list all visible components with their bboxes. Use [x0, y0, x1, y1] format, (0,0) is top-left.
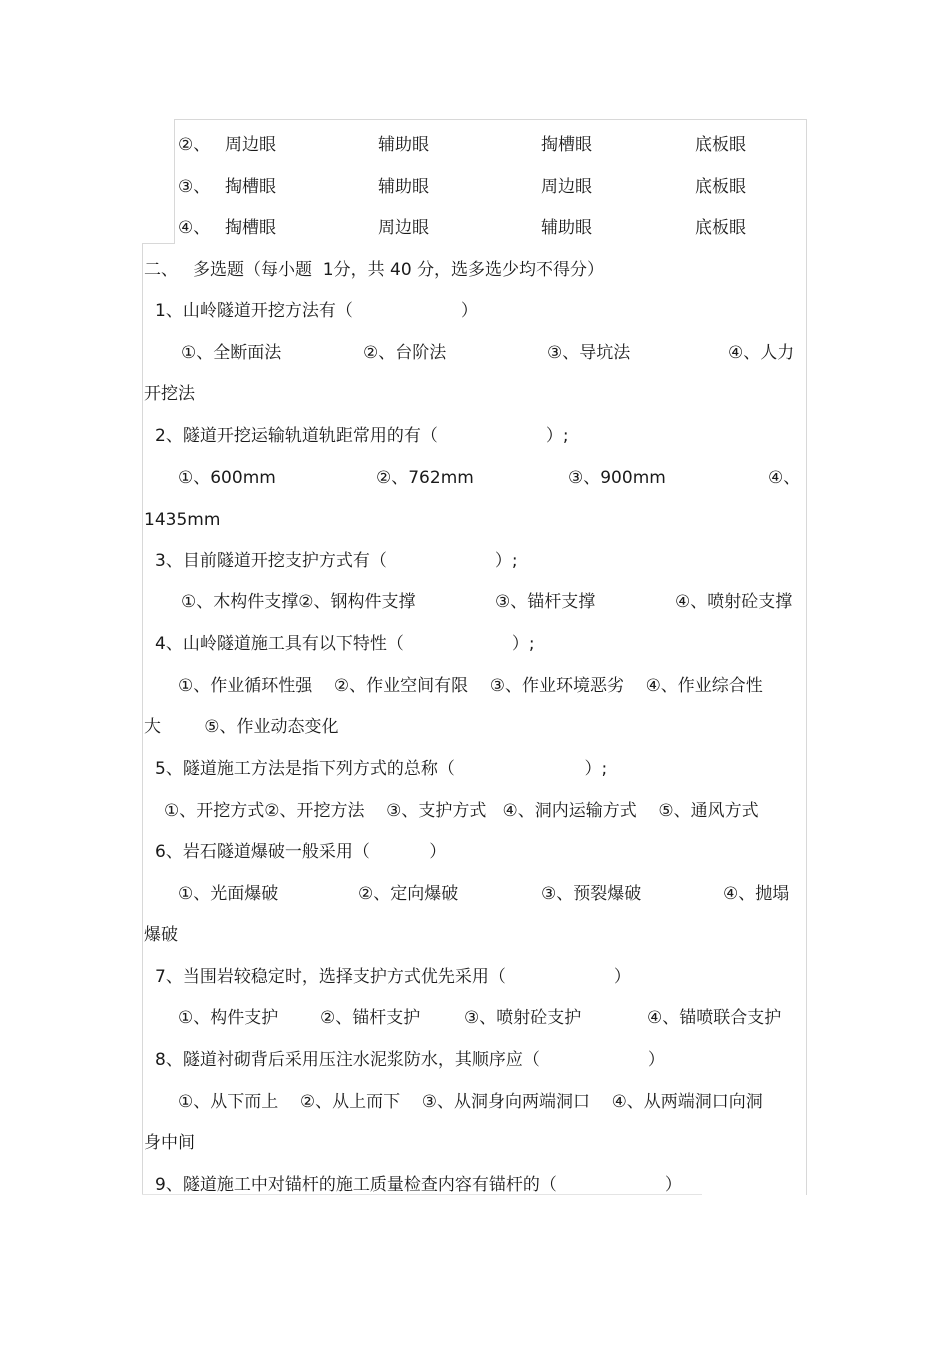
option: ③、预裂爆破: [541, 884, 642, 904]
table-cell: 底板眼: [695, 135, 746, 155]
question-stem: 1、山岭隧道开挖方法有（ ）: [155, 301, 478, 321]
table-cell: 辅助眼: [378, 177, 429, 197]
question-stem: 6、岩石隧道爆破一般采用（ ）: [155, 842, 447, 862]
option: ①、600mm: [178, 468, 276, 488]
question-stem: 4、山岭隧道施工具有以下特性（ ）;: [155, 634, 535, 654]
option: ②、台阶法: [363, 343, 447, 363]
option-continued: 开挖法: [144, 384, 195, 404]
option: ②、锚杆支护: [320, 1008, 421, 1028]
table-border-step: [142, 243, 175, 244]
option: ④、喷射砼支撑: [675, 592, 793, 612]
option: ①、构件支护: [178, 1008, 279, 1028]
option: ①、光面爆破: [178, 884, 279, 904]
option-continued: 1435mm: [144, 510, 221, 530]
section-title: 多选题（每小题 1分，共 40 分，选多选少均不得分）: [193, 260, 605, 280]
table-border-right: [806, 119, 807, 1195]
question-stem: 3、目前隧道开挖支护方式有（ ）;: [155, 551, 518, 571]
option: ③、喷射砼支护: [464, 1008, 582, 1028]
option: ③、900mm: [568, 468, 666, 488]
option: ③、锚杆支撑: [495, 592, 596, 612]
table-cell: 底板眼: [695, 177, 746, 197]
option: ④、锚喷联合支护: [647, 1008, 782, 1028]
table-cell: 掏槽眼: [225, 177, 276, 197]
question-stem: 5、隧道施工方法是指下列方式的总称（ ）;: [155, 759, 608, 779]
table-cell: 周边眼: [225, 135, 276, 155]
option-number: ④、: [178, 218, 211, 238]
option-line: 身中间: [144, 1133, 195, 1153]
table-cell: 掏槽眼: [541, 135, 592, 155]
table-border-top: [174, 119, 807, 120]
table-cell: 辅助眼: [378, 135, 429, 155]
option-continued: 爆破: [144, 925, 178, 945]
question-stem: 8、隧道衬砌背后采用压注水泥浆防水，其顺序应（ ）: [155, 1050, 665, 1070]
option: ④、人力: [728, 343, 795, 363]
table-cell: 周边眼: [541, 177, 592, 197]
option: ①、全断面法: [181, 343, 282, 363]
table-cell: 辅助眼: [541, 218, 592, 238]
option-line: 大 ⑤、作业动态变化: [144, 717, 339, 737]
option: ①、木构件支撑②、钢构件支撑: [181, 592, 416, 612]
section-number: 二、: [144, 260, 178, 280]
question-stem: 7、当围岩较稳定时，选择支护方式优先采用（ ）: [155, 967, 631, 987]
question-stem: 2、隧道开挖运输轨道轨距常用的有（ ）;: [155, 426, 569, 446]
table-cell: 周边眼: [378, 218, 429, 238]
option-number: ③、: [178, 177, 211, 197]
option: ③、导坑法: [547, 343, 631, 363]
option-line: ①、从下而上 ②、从上而下 ③、从洞身向两端洞口 ④、从两端洞口向洞: [178, 1092, 763, 1112]
question-stem: 9、隧道施工中对锚杆的施工质量检查内容有锚杆的（ ）: [155, 1175, 682, 1195]
table-border-left: [174, 119, 175, 243]
option-number: ②、: [178, 135, 211, 155]
option: ④、抛塌: [723, 884, 790, 904]
option: ④、: [768, 468, 801, 488]
table-cell: 底板眼: [695, 218, 746, 238]
table-cell: 掏槽眼: [225, 218, 276, 238]
option: ②、定向爆破: [358, 884, 459, 904]
option-line: ①、开挖方式②、开挖方法 ③、支护方式 ④、洞内运输方式 ⑤、通风方式: [164, 801, 759, 821]
option-line: ①、作业循环性强 ②、作业空间有限 ③、作业环境恶劣 ④、作业综合性: [178, 676, 763, 696]
option: ②、762mm: [376, 468, 474, 488]
page-border-left: [142, 243, 143, 1195]
